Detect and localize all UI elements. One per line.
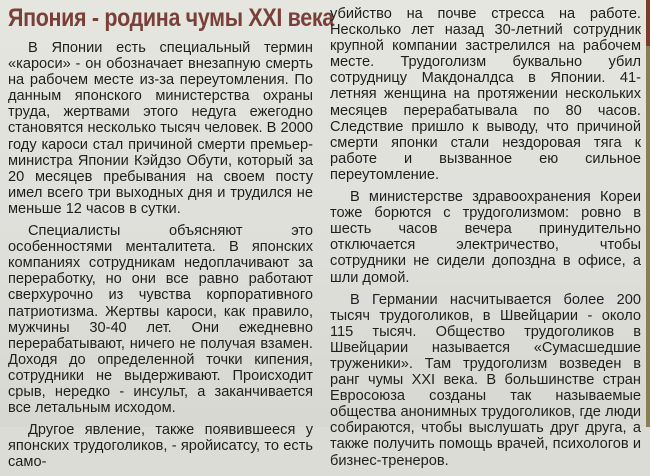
paragraph-korea: В министерстве здравоохранения Кореи тоже борются с трудоголизмом: ровно в шесть часов вечера принудительно отключается электричество, чтобы сотрудники не сидели допоздна в офисе, а шли домой. xyxy=(330,189,641,286)
paragraph-suicide-continuation: убийство на почве стресса на работе. Несколько лет назад 30-летний сотрудник крупной компании застрелился на рабочем месте. Трудоголизм буквально убил сотрудницу Макдоналдса в Японии. 41-летняя женщина на протяжении нескольких месяцев перерабатывала по 80 часов. Следствие пришло к выводу, что причиной смерти японки стали нездоровая тяга к работе и вызванное ею сильное переутомление. xyxy=(330,6,641,183)
paragraph-karoshi: В Японии есть специальный термин «кароси» - он обозначает внезапную смерть на рабочем месте из-за переутомления. По данным японского министерства охраны труда, жертвами этого недуга ежегодно становятся несколько тысяч человек. В 2000 году кароси стал причиной смерти премьер-министра Японии Кэйдзо Обути, который за 20 месяцев пребывания на своем посту имел всего три выходных дня и трудился не меньше 12 часов в сутки. xyxy=(8,40,313,217)
left-column xyxy=(8,40,313,476)
page-edge-strip xyxy=(646,0,650,427)
right-column xyxy=(330,6,641,475)
headline: Япония - родина чумы XXI века xyxy=(8,4,334,32)
paragraph-mentality: Специалисты объясняют это особенностями менталитета. В японских компаниях сотрудникам недоплачивают за переработку, но они все равно работают сверхурочно из чувства корпоративного патриотизма. Жертвы кароси, как правило, мужчины 30-40 лет. Они ежедневно перерабатывают, ничего не получая взамен. Доходя до определенной точки кипения, сотрудники не выдерживают. Происходит срыв, нередко - инсульт, а заканчивается все летальным исходом. xyxy=(8,223,313,417)
paragraph-germany-switzerland: В Германии насчитывается более 200 тысяч трудоголиков, в Швейцарии - около 115 тысяч. Общество трудоголиков в Швейцарии называется «Сумасшедшие труженики». Там трудоголизм возведен в ранг чумы XXI века. В большинстве стран Евросоюза созданы так называемые общества анонимных трудоголиков, где люди собираются, чтобы выслушать друг друга, а также получить помощь врачей, психологов и бизнес-тренеров. xyxy=(330,291,641,469)
paragraph-other-phenomenon: Другое явление, также появившееся у японских трудоголиков, - яройисатсу, то есть само- xyxy=(8,422,313,471)
